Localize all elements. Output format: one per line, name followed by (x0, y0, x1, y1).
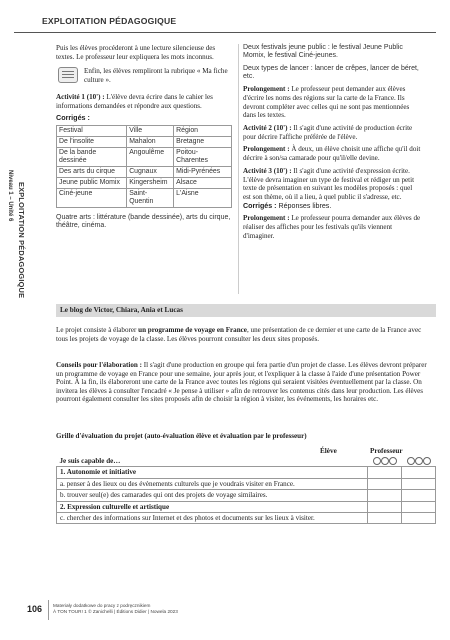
sad-face-icon[interactable] (389, 457, 397, 465)
eval-row (57, 490, 436, 501)
table-row (57, 188, 232, 207)
eval-criterion: 2. Expression culturelle et artistique (57, 501, 368, 512)
header-rule (14, 32, 436, 33)
eval-criterion: 1. Autonomie et initiative (57, 467, 368, 478)
table-cell: Région (174, 125, 232, 136)
professeur-smileys (405, 457, 433, 465)
table-cell: Festival (57, 125, 127, 136)
table-cell: Jeune public Momix (57, 177, 127, 188)
table-cell: Angoulême (127, 147, 174, 166)
page-number: 106 (27, 604, 43, 614)
eval-row (57, 513, 436, 524)
answer-lancers: Deux types de lancer : lancer de crêpes, lancer de béret, etc. (243, 64, 419, 80)
quatre-arts: Quatre arts : littérature (bande dessinée), arts du cirque, théâtre, cinéma. (56, 213, 231, 230)
notebook-icon (58, 67, 78, 83)
eleve-score-cell[interactable] (368, 513, 402, 524)
professeur-score-cell[interactable] (402, 467, 436, 478)
professeur-score-cell[interactable] (402, 501, 436, 512)
culture-tip (56, 67, 234, 84)
page-header (14, 12, 436, 34)
right-column (243, 44, 421, 244)
table-row (57, 136, 232, 147)
eleve-score-cell[interactable] (368, 501, 402, 512)
professeur-score-cell[interactable] (402, 478, 436, 489)
eleve-score-cell[interactable] (368, 490, 402, 501)
table-cell: De l'insolite (57, 136, 127, 147)
table-cell: Des arts du cirque (57, 166, 127, 177)
table-row (57, 177, 232, 188)
table-cell: Alsace (174, 177, 232, 188)
footer-divider (48, 600, 49, 620)
side-section-title: EXPLOITATION PÉDAGOGIQUE (17, 182, 26, 299)
eleve-score-cell[interactable] (368, 478, 402, 489)
professeur-score-cell[interactable] (402, 513, 436, 524)
activity-2: Activité 2 (10') : Il s'agit d'une activité de production écrite pour décrire l'affiche préférée de l'élève. (243, 124, 413, 141)
tip-text: Enfin, les élèves rempliront la rubrique « Ma fiche culture ». (84, 67, 228, 85)
table-row (57, 166, 232, 177)
neutral-face-icon[interactable] (415, 457, 423, 465)
eval-criterion: b. trouver seul(e) des camarades qui ont des projets de voyage similaires. (57, 490, 368, 501)
prolongement-3: Prolongement : Le professeur pourra demander aux élèves de réaliser des affiches pour les festivals qu'ils viennent d'imaginer. (243, 214, 421, 240)
table-cell: Kingersheim (127, 177, 174, 188)
happy-face-icon[interactable] (407, 457, 415, 465)
eleve-score-cell[interactable] (368, 467, 402, 478)
festival-table (56, 125, 232, 208)
neutral-face-icon[interactable] (381, 457, 389, 465)
capable-label: Je suis capable de… (57, 456, 368, 467)
table-row (57, 147, 232, 166)
footer-credits: Materiały dodatkowe do pracy z podręcznikiem À TON TOUR! 1 © Zanichelli | Éditions Didier | Nowela 2023 (53, 603, 178, 614)
column-divider (238, 44, 239, 294)
professeur-score-cell[interactable] (402, 490, 436, 501)
side-level-label: Niveau 1 – Unité 6 (7, 170, 13, 222)
evaluation-table (56, 456, 436, 524)
happy-face-icon[interactable] (373, 457, 381, 465)
table-cell: Saint-Quentin (127, 188, 174, 207)
left-column (56, 44, 234, 231)
table-cell: Mahalon (127, 136, 174, 147)
eval-row (57, 478, 436, 489)
table-cell: Cugnaux (127, 166, 174, 177)
table-cell: De la bande dessinée (57, 147, 127, 166)
prolongement-1: Prolongement : Le professeur peut demander aux élèves d'écrire les noms des régions sur la carte de la France. Ils devront compléter avec celles qui ne sont pas mentionnées dans les textes. (243, 85, 410, 120)
project-paragraph: Le projet consiste à élaborer un programme de voyage en France, une présentation de ce dernier et une carte de la France avec tous les projets de voyage de la classe. Les élèves pourront consulter les deux sites proposés. (56, 326, 422, 343)
activity-3: Activité 3 (10') : Il s'agit d'une activité d'expression écrite. L'élève devra imaginer un type de festival et rédiger un petit texte de présentation en suivant les modèles proposés : quel est son thème, où il a lieu, à quel public il s'adresse, etc. Corrigés : Réponses libres. (243, 166, 415, 210)
eleve-smileys (371, 457, 399, 465)
eval-row (57, 501, 436, 512)
eval-header-row (57, 456, 436, 467)
table-header-row (57, 125, 232, 136)
intro-paragraph: Puis les élèves procéderont à une lecture silencieuse des textes. Le professeur leur expliquera les mots inconnus. (56, 44, 216, 61)
eleve-header: Élève (320, 447, 337, 455)
sad-face-icon[interactable] (423, 457, 431, 465)
eval-row (57, 467, 436, 478)
eval-criterion: c. chercher des informations sur Internet et des photos et documents sur les lieux à visiter. (57, 513, 368, 524)
conseils-paragraph: Conseils pour l'élaboration : Il s'agit d'une production en groupe qui fera partie d'un projet de classe. Les élèves devront préparer un programme de voyage en France pour une semaine, jour après jour, et l'expliquer à la classe à l'aide d'une présentation Power Point. À la fin, ils élaboreront une carte de la France avec toutes les régions qui seraient visitées éventuellement par la classe. On invitera les élèves à consulter l'encadré « Je pense à utiliser » afin de retrouver les contenus cités dans leur production. Les élèves pourront également consulter les sites proposés afin de choisir la région à visiter, les événements, les horaires etc. (56, 361, 427, 404)
table-cell: L'Aisne (174, 188, 232, 207)
table-cell: Ville (127, 125, 174, 136)
table-cell: Midi-Pyrénées (174, 166, 232, 177)
table-cell: Poitou-Charentes (174, 147, 232, 166)
prolongement-2: Prolongement : À deux, un élève choisit une affiche qu'il doit décrire à son/sa camarade pour qu'il/elle devine. (243, 145, 421, 163)
eval-criterion: a. penser à des lieux ou des évènements culturels que je voudrais visiter en France. (57, 478, 368, 489)
professeur-header: Professeur (370, 447, 403, 455)
corriges-label: Corrigés : (56, 113, 90, 123)
blog-title: Le blog de Victor, Chiara, Ania et Lucas (60, 306, 183, 314)
answer-festivals: Deux festivals jeune public : le festival Jeune Public Momix, le festival Ciné-jeunes. (243, 44, 403, 60)
grille-heading: Grille d'évaluation du projet (auto-évaluation élève et évaluation par le professeur) (56, 432, 307, 440)
header-title: EXPLOITATION PÉDAGOGIQUE (42, 16, 177, 26)
activity-1: Activité 1 (10') : L'élève devra écrire dans le cahier les informations demandées et répondre aux questions. (56, 92, 213, 110)
table-cell: Ciné-jeune (57, 188, 127, 207)
table-cell: Bretagne (174, 136, 232, 147)
